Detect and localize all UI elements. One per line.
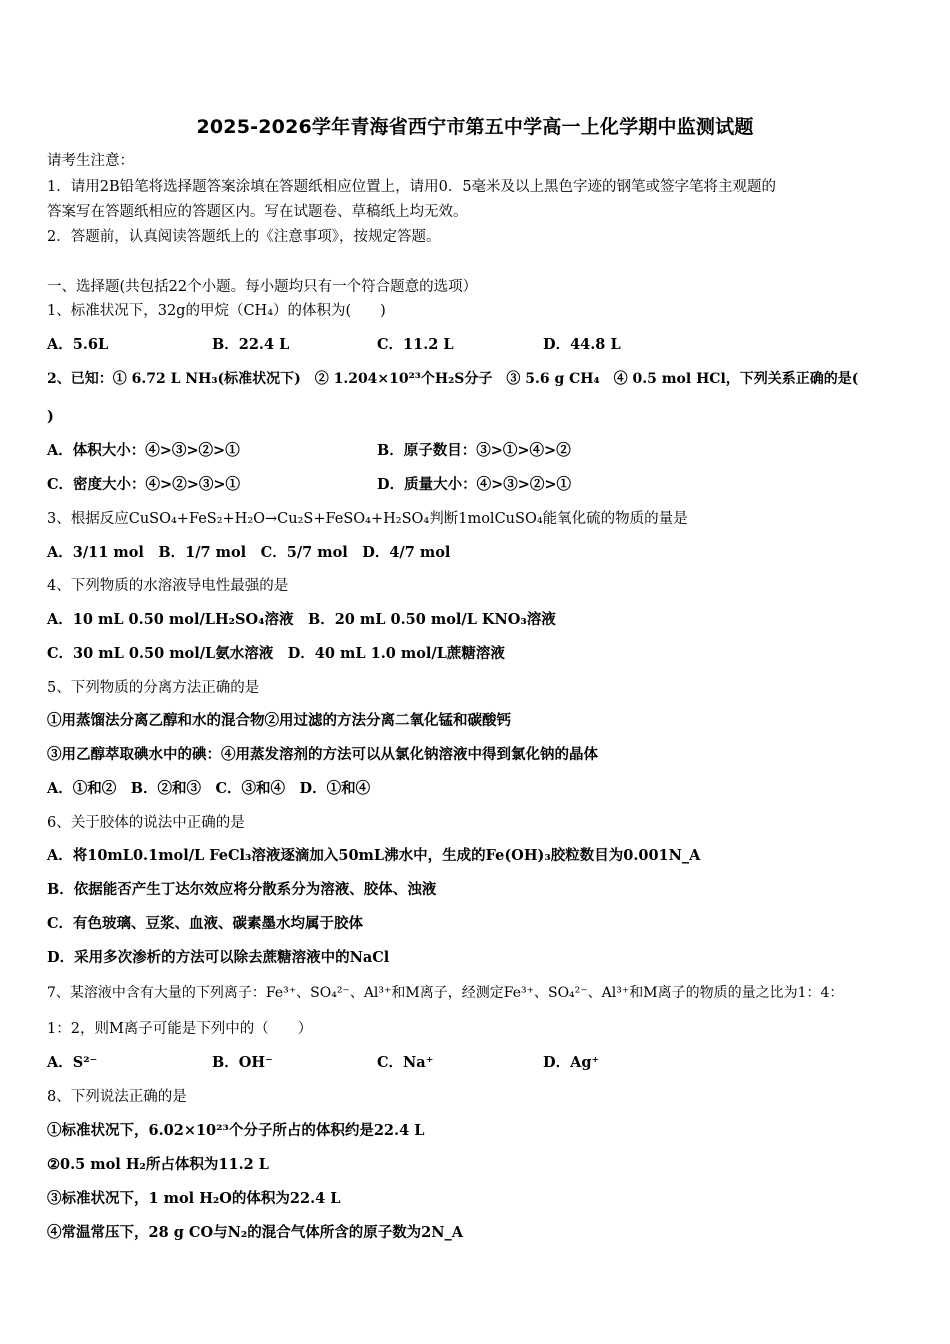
q8-statement-2: ②0.5 mol H₂所占体积为11.2 L [47,1156,269,1173]
notice-item-1-line-1: 1．请用2B铅笔将选择题答案涂填在答题纸相应位置上，请用0．5毫米及以上黑色字迹的钢笔或签字笔将主观题的 [47,179,777,195]
q7-stem-line-1: 7、某溶液中含有大量的下列离子：Fe³⁺、SO₄²⁻、Al³⁺和M离子，经测定Fe³⁺、SO₄²⁻、Al³⁺和M离子的物质的量之比为1：4： [47,985,844,1001]
q7-stem-line-2: 1：2，则M离子可能是下列中的（ ） [47,1021,313,1037]
q5-options: A．①和② B．②和③ C．③和④ D．①和④ [47,780,371,797]
q2-stem-line-1: 2、已知：① 6.72 L NH₃(标准状况下) ② 1.204×10²³个H₂S分子 ③ 5.6 g CH₄ ④ 0.5 mol HCl，下列关系正确的是( [47,371,859,387]
section-heading: 一、选择题(共包括22个小题。每小题均只有一个符合题意的选项） [47,279,478,295]
q5-statement-line-2: ③用乙醇萃取碘水中的碘：④用蒸发溶剂的方法可以从氯化钠溶液中得到氯化钠的晶体 [47,746,598,763]
q2-stem-line-2: ) [47,408,54,425]
q7-option-d: D．Ag⁺ [543,1054,600,1071]
notice-item-1-line-2: 答案写在答题纸相应的答题区内。写在试题卷、草稿纸上均无效。 [47,204,468,220]
q6-option-a: A．将10mL0.1mol/L FeCl₃溶液逐滴加入50mL沸水中，生成的Fe(OH)₃胶粒数目为0.001N_A [47,847,701,864]
notice-item-2: 2．答题前，认真阅读答题纸上的《注意事项》，按规定答题。 [47,229,441,245]
q2-option-b: B．原子数目：③>①>④>② [377,442,571,459]
q8-stem: 8、下列说法正确的是 [47,1089,187,1105]
q8-statement-3: ③标准状况下，1 mol H₂O的体积为22.4 L [47,1190,341,1207]
q8-statement-4: ④常温常压下，28 g CO与N₂的混合气体所含的原子数为2N_A [47,1224,464,1241]
q1-option-c: C．11.2 L [377,336,454,353]
q2-option-a: A．体积大小：④>③>②>① [47,442,240,459]
q1-stem: 1、标准状况下，32g的甲烷（CH₄）的体积为( ) [47,303,386,319]
q7-option-b: B．OH⁻ [212,1054,273,1071]
q6-option-c: C．有色玻璃、豆浆、血液、碳素墨水均属于胶体 [47,915,364,932]
q4-options-line-1: A．10 mL 0.50 mol/LH₂SO₄溶液 B．20 mL 0.50 mol/L KNO₃溶液 [47,611,556,628]
q5-stem: 5、下列物质的分离方法正确的是 [47,680,260,696]
q6-option-b: B．依据能否产生丁达尔效应将分散系分为溶液、胶体、浊液 [47,881,437,898]
q1-option-b: B．22.4 L [212,336,290,353]
q3-stem: 3、根据反应CuSO₄+FeS₂+H₂O→Cu₂S+FeSO₄+H₂SO₄判断1molCuSO₄能氧化硫的物质的量是 [47,511,688,527]
q6-option-d: D．采用多次渗析的方法可以除去蔗糖溶液中的NaCl [47,949,390,966]
q7-option-a: A．S²⁻ [47,1054,98,1071]
q5-statement-line-1: ①用蒸馏法分离乙醇和水的混合物②用过滤的方法分离二氧化锰和碳酸钙 [47,712,511,729]
q7-option-c: C．Na⁺ [377,1054,434,1071]
q6-stem: 6、关于胶体的说法中正确的是 [47,815,245,831]
q1-option-a: A．5.6L [47,336,109,353]
q1-option-d: D．44.8 L [543,336,621,353]
q3-options: A．3/11 mol B．1/7 mol C．5/7 mol D．4/7 mol [47,544,451,561]
q4-options-line-2: C．30 mL 0.50 mol/L氨水溶液 D．40 mL 1.0 mol/L蔗糖溶液 [47,645,505,662]
notice-heading: 请考生注意： [47,153,134,169]
q2-option-d: D．质量大小：④>③>②>① [377,476,572,493]
q2-option-c: C．密度大小：④>②>③>① [47,476,240,493]
q8-statement-1: ①标准状况下，6.02×10²³个分子所占的体积约是22.4 L [47,1122,425,1139]
q4-stem: 4、下列物质的水溶液导电性最强的是 [47,578,289,594]
page-title: 2025-2026学年青海省西宁市第五中学高一上化学期中监测试题 [196,116,754,138]
